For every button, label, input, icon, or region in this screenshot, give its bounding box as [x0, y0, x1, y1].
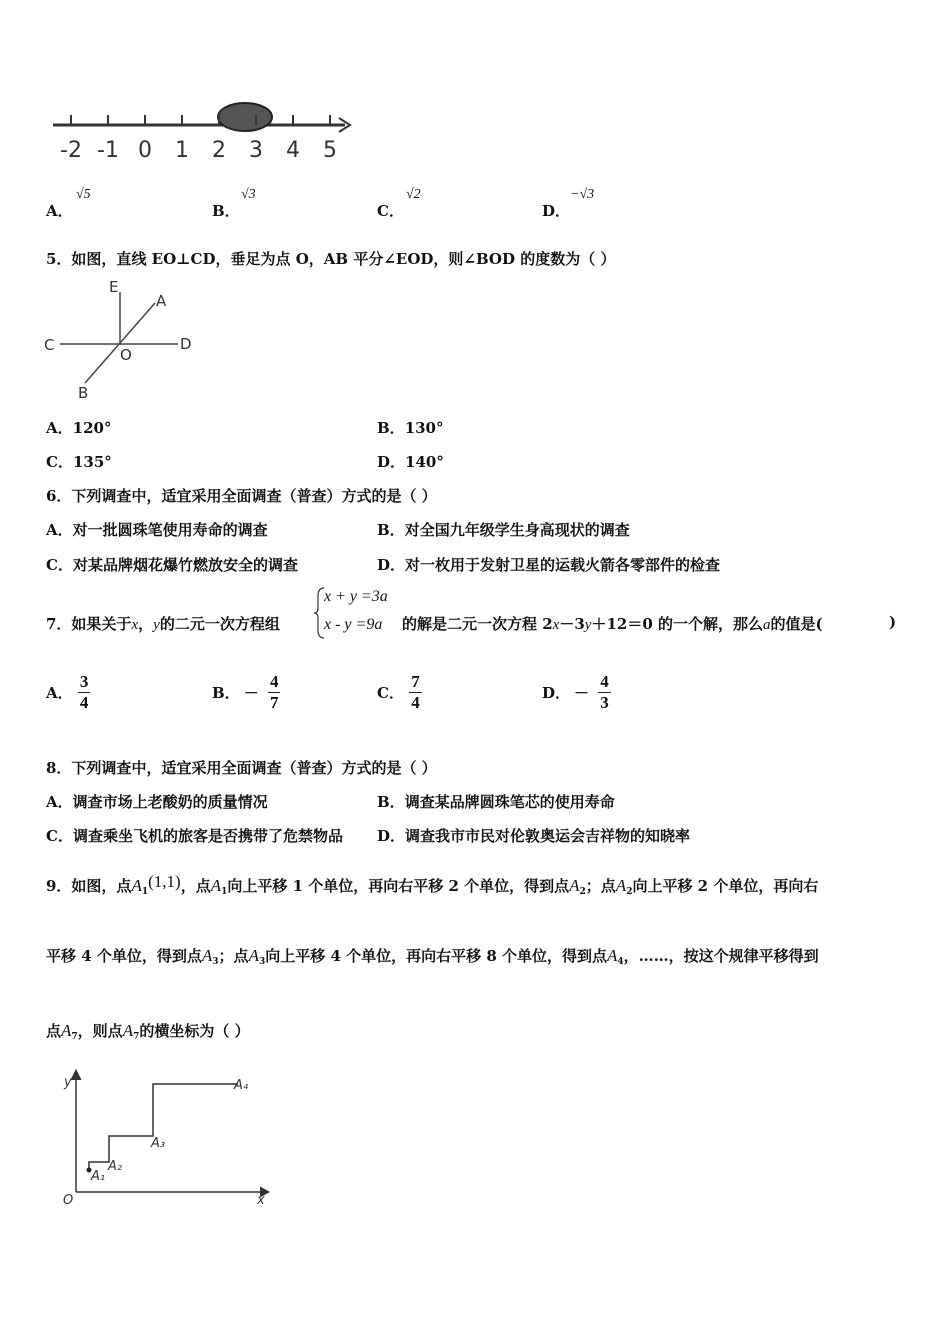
q4-option-c[interactable]: C．: [377, 202, 404, 220]
q4-option-a-value: √5: [76, 187, 91, 202]
fraction: $\frac{4}{7}$: [269, 672, 279, 712]
q8-option-b[interactable]: B．调查某品牌圆珠笔芯的使用寿命: [377, 793, 615, 811]
label-y: y: [64, 1075, 72, 1090]
q6-stem: 6．下列调查中，适宜采用全面调查（普查）方式的是（ ）: [46, 487, 437, 505]
tick-label: 4: [286, 138, 300, 163]
tick-label: -2: [60, 138, 82, 163]
q6-option-b[interactable]: B．对全国九年级学生身高现状的调查: [377, 521, 630, 539]
q8-stem: 8．下列调查中，适宜采用全面调查（普查）方式的是（ ）: [46, 759, 437, 777]
label-o: O: [120, 346, 132, 364]
q6-option-d[interactable]: D．对一枚用于发射卫星的运载火箭各零部件的检查: [377, 556, 721, 574]
label-a1: A₁: [91, 1169, 106, 1184]
q8-option-d[interactable]: D．调查我市市民对伦敦奥运会吉祥物的知晓率: [377, 827, 691, 845]
q9-line-2: 平移 4 个单位，得到点$A_3$；点$A_3$向上平移 4 个单位，再向右平移 8 个单位，得到点$A_4$，……，按这个规律平移得到: [46, 946, 819, 967]
label-a2: A₂: [108, 1159, 123, 1174]
q9-line-3: 点$A_7$，则点$A_7$的横坐标为（ ）: [46, 1021, 250, 1042]
q4-option-d-value: −√3: [570, 187, 595, 202]
shaded-region: [218, 103, 272, 131]
q7-stem-end: 的解是二元一次方程 2x－3y＋12＝0 的一个解，那么a的值是(: [402, 615, 823, 633]
q7-option-c[interactable]: C． $\frac{7}{4}$: [377, 672, 420, 712]
label-a4: A₄: [234, 1078, 249, 1093]
q5-stem: 5．如图，直线 EO⊥CD，垂足为点 O，AB 平分∠EOD，则∠BOD 的度数为（ ）: [46, 250, 616, 268]
q4-option-b[interactable]: B．: [212, 202, 240, 220]
tick-label: 5: [323, 138, 337, 163]
tick-label: 3: [249, 138, 263, 163]
label-c: C: [44, 336, 55, 354]
q9-line-1: 9．如图，点$A_1(1,1)$，点$A_1$向上平移 1 个单位，再向右平移 2 个单位，得到点$A_2$；点$A_2$向上平移 2 个单位，再向右: [46, 872, 819, 897]
q5-option-b[interactable]: B．130°: [377, 419, 444, 437]
label-a: A: [156, 292, 167, 310]
fraction: $\frac{7}{4}$: [411, 672, 420, 712]
q8-option-a[interactable]: A．调查市场上老酸奶的质量情况: [46, 793, 268, 811]
q9-staircase-figure: [58, 1066, 288, 1206]
q4-option-d[interactable]: D．: [542, 202, 571, 220]
q6-option-c[interactable]: C．对某品牌烟花爆竹燃放安全的调查: [46, 556, 298, 574]
q7-option-d[interactable]: D． － $\frac{4}{3}$: [542, 672, 609, 712]
q8-option-c[interactable]: C．调查乘坐飞机的旅客是否携带了危禁物品: [46, 827, 343, 845]
q5-angle-figure: [40, 278, 200, 403]
label-x: x: [257, 1193, 265, 1206]
q7-option-a[interactable]: A． $\frac{3}{4}$: [46, 672, 89, 712]
tick-label: 2: [212, 138, 226, 163]
label-d: D: [180, 335, 192, 353]
q7-stem: 7．如果关于x，y的二元一次方程组: [46, 615, 280, 633]
q5-option-a[interactable]: A．120°: [46, 419, 112, 437]
tick-label: -1: [97, 138, 119, 163]
label-a3: A₃: [151, 1136, 166, 1151]
q4-option-b-value: √3: [241, 187, 256, 202]
equation-2: x - y =9a: [324, 616, 383, 633]
tick-label: 0: [138, 138, 152, 163]
q6-option-a[interactable]: A．对一批圆珠笔使用寿命的调查: [46, 521, 268, 539]
q5-option-d[interactable]: D．140°: [377, 453, 444, 471]
fraction: $\frac{3}{4}$: [79, 672, 89, 712]
q4-option-c-value: √2: [406, 187, 421, 202]
staircase-path: [89, 1084, 238, 1170]
label-b: B: [78, 384, 89, 402]
equation-1: x + y =3a: [324, 588, 388, 605]
y-axis-arrow: [71, 1070, 81, 1080]
q7-option-b[interactable]: B． － $\frac{4}{7}$: [212, 672, 279, 712]
q5-option-c[interactable]: C．135°: [46, 453, 112, 471]
number-line-figure: [45, 95, 365, 167]
label-origin: O: [63, 1193, 74, 1206]
tick-label: 1: [175, 138, 189, 163]
q4-option-a[interactable]: A．: [46, 202, 73, 220]
fraction: $\frac{4}{3}$: [600, 672, 609, 712]
label-e: E: [109, 278, 119, 296]
q7-close-paren: ): [889, 613, 897, 631]
